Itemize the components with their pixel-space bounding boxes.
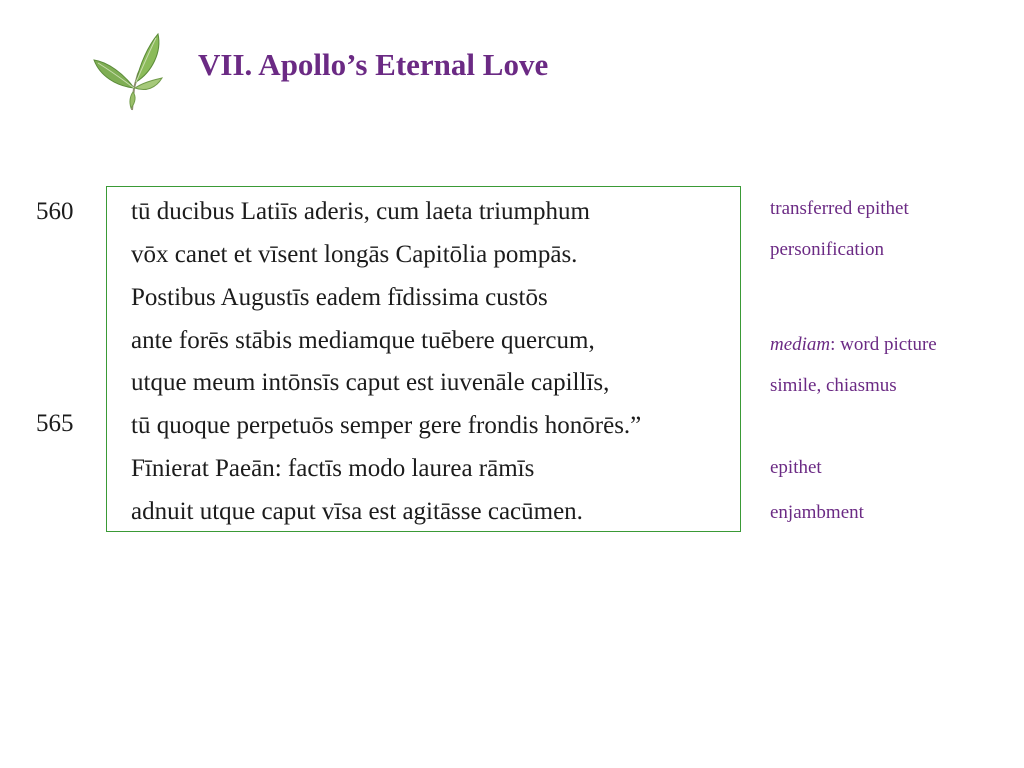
- poem-line: tū quoque perpetuōs semper gere frondis honōrēs.”: [131, 412, 642, 439]
- note-transferred-epithet: transferred epithet: [770, 198, 909, 219]
- note-term: mediam: [770, 334, 831, 355]
- poem-line: utque meum intōnsīs caput est iuvenāle capillīs,: [131, 369, 610, 396]
- poem-line: Postibus Augustīs eadem fīdissima custōs: [131, 284, 548, 311]
- line-number-565: 565: [36, 410, 74, 437]
- note-term-desc: : word picture: [830, 334, 937, 355]
- laurel-sprig-icon: [88, 30, 178, 114]
- page-title: VII. Apollo’s Eternal Love: [198, 47, 549, 82]
- poem-line: adnuit utque caput vīsa est agitāsse cacūmen.: [131, 498, 583, 525]
- line-number-560: 560: [36, 198, 74, 225]
- note-simile-chiasmus: simile, chiasmus: [770, 375, 897, 396]
- note-epithet: epithet: [770, 457, 822, 478]
- note-personification: personification: [770, 239, 884, 260]
- poem-line: ante forēs stābis mediamque tuēbere quercum,: [131, 327, 595, 354]
- note-enjambment: enjambment: [770, 502, 864, 523]
- note-word-picture: [770, 334, 937, 356]
- poem-line: tū ducibus Latiīs aderis, cum laeta triumphum: [131, 198, 590, 225]
- poem-line: vōx canet et vīsent longās Capitōlia pompās.: [131, 241, 578, 268]
- poem-line: Fīnierat Paeān: factīs modo laurea rāmīs: [131, 455, 535, 482]
